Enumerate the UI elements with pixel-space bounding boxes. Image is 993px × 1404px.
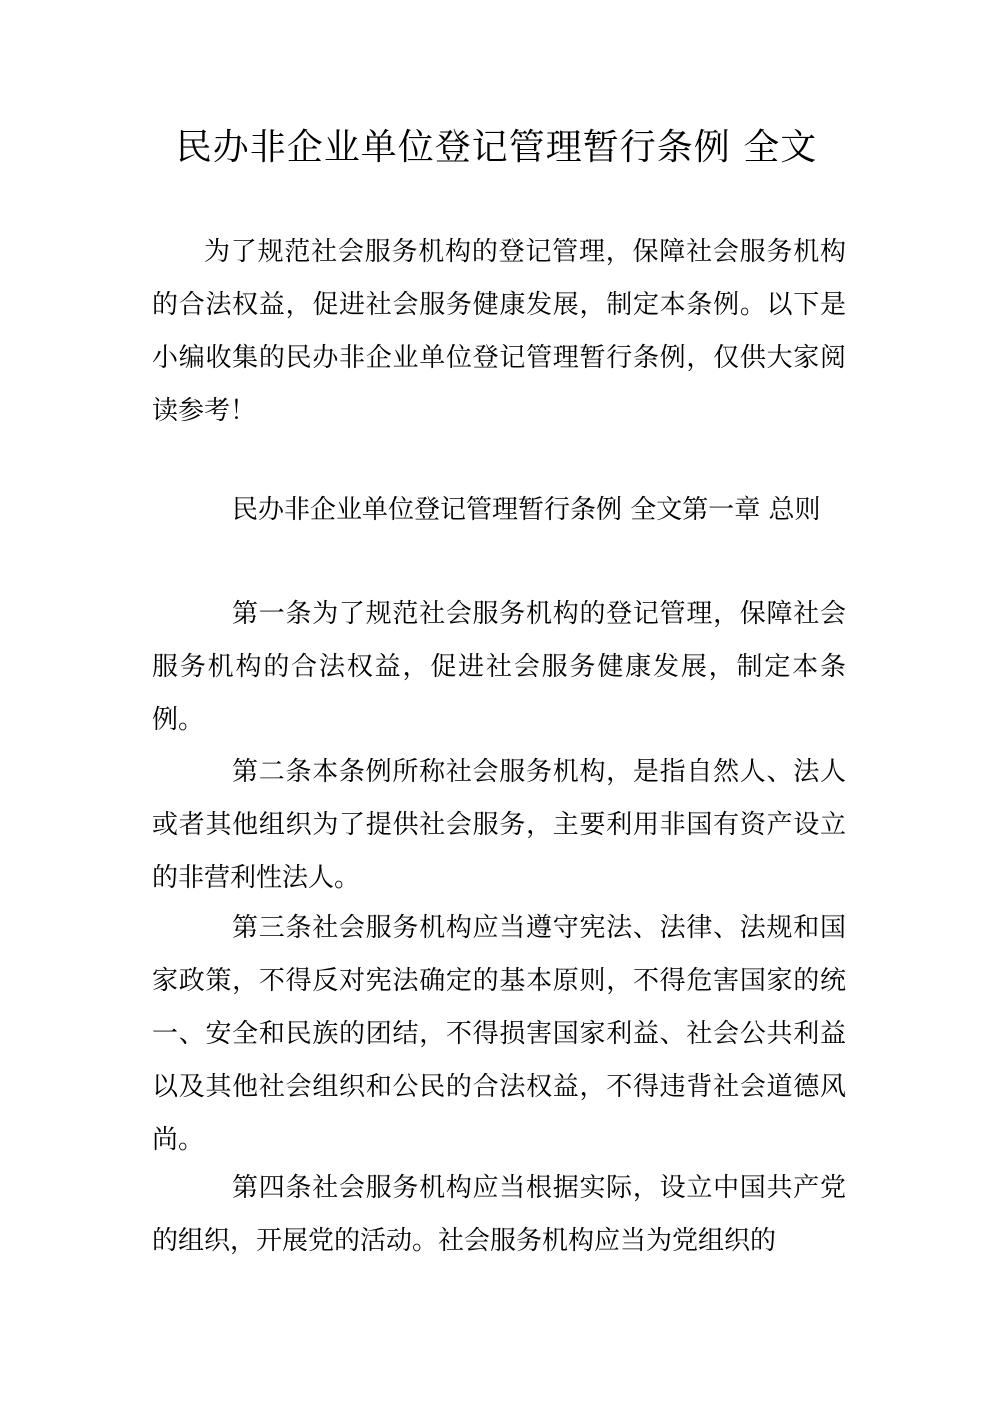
article-paragraph: [152, 902, 846, 1167]
article-text: 社会服务机构应当遵守宪法、法律、法规和国家政策，不得反对宪法确定的基本原则，不得危害国家的统一、安全和民族的团结，不得损害国家利益、社会公共利益以及其他社会组织和公民的合法权益，不得违背社会道德风尚。: [152, 913, 846, 1155]
article-text: 社会服务机构应当根据实际，设立中国共产党的组织，开展党的活动。社会服务机构应当为党组织的: [152, 1173, 846, 1256]
section-heading: [152, 484, 846, 537]
article-text: 本条例所称社会服务机构，是指自然人、法人或者其他组织为了提供社会服务，主要利用非国有资产设立的非营利性法人。: [152, 757, 846, 893]
document-title: 民办非企业单位登记管理暂行条例 全文: [175, 127, 818, 168]
article-number: 第二条: [232, 757, 313, 787]
article-paragraph: [152, 588, 846, 747]
intro-paragraph: 为了规范社会服务机构的登记管理，保障社会服务机构的合法权益，促进社会服务健康发展，制定本条例。以下是小编收集的民办非企业单位登记管理暂行条例，仅供大家阅读参考！: [152, 237, 846, 426]
article-text: 为了规范社会服务机构的登记管理，保障社会服务机构的合法权益，促进社会服务健康发展，制定本条例。: [152, 599, 846, 735]
section-title: 民办非企业单位登记管理暂行条例 全文: [232, 495, 683, 525]
article-number: 第三条: [232, 913, 313, 943]
article-number: 第四条: [232, 1173, 313, 1203]
article-paragraph: [152, 1162, 846, 1268]
chapter-heading: 第一章 总则: [682, 495, 821, 525]
article-paragraph: [152, 746, 846, 905]
article-number: 第一条: [232, 599, 313, 629]
